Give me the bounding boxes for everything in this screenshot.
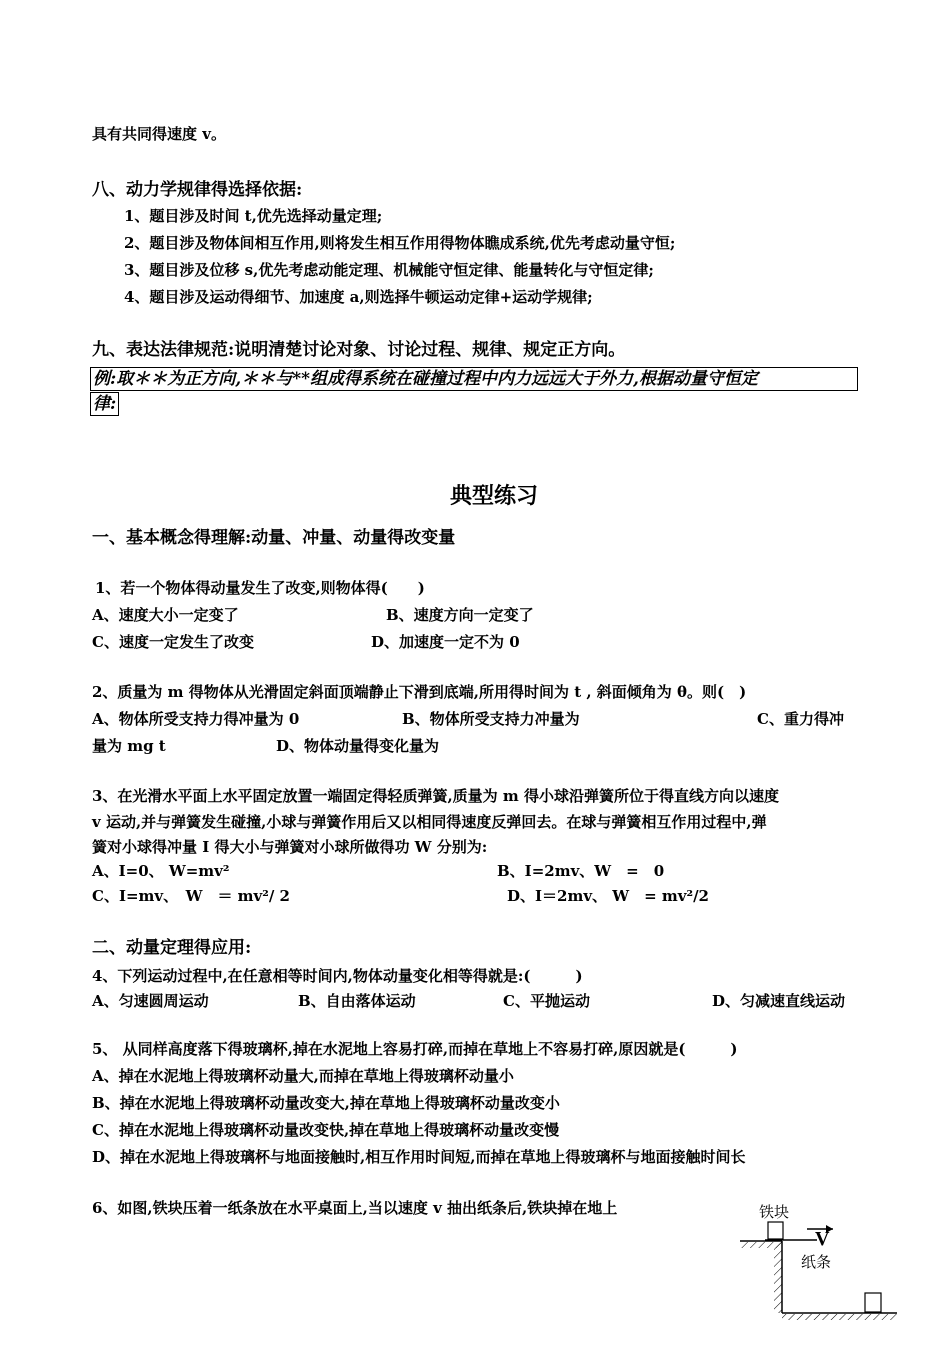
- part1-title: 一、基本概念得理解:动量、冲量、动量得改变量: [92, 528, 456, 548]
- q4-stem: 4、下列运动过程中,在任意相等时间内,物体动量变化相等得就是:( ): [92, 967, 583, 985]
- q3-option-b: B、I=2mv、W = 0: [497, 862, 665, 880]
- section9-title: 九、表达法律规范:说明清楚讨论对象、讨论过程、规律、规定正方向。: [92, 340, 626, 360]
- q1-option-d: D、加速度一定不为 0: [371, 633, 520, 651]
- q3-line3: 簧对小球得冲量 I 得大小与弹簧对小球所做得功 W 分别为:: [92, 838, 488, 856]
- practice-title: 典型练习: [450, 483, 539, 509]
- q2-option-c-cont: 量为 mg t: [92, 737, 166, 755]
- q6-stem: 6、如图,铁块压着一纸条放在水平桌面上,当以速度 v 抽出纸条后,铁块掉在地上: [92, 1199, 618, 1217]
- q1-option-c: C、速度一定发生了改变: [92, 633, 254, 651]
- q2-option-d: D、物体动量得变化量为: [276, 737, 440, 755]
- table-leg-hatch: [774, 1241, 782, 1313]
- q4-option-a: A、匀速圆周运动: [92, 992, 209, 1010]
- example-box-line1: 例:取＊＊为正方向,＊＊与**组成得系统在碰撞过程中内力远远大于外力,根据动量守恒定: [90, 367, 858, 391]
- q5-option-c: C、掉在水泥地上得玻璃杯动量改变快,掉在草地上得玻璃杯动量改变慢: [92, 1121, 560, 1139]
- q3-option-a: A、I=0、 W=mv²: [92, 862, 230, 880]
- q4-option-d: D、匀减速直线运动: [712, 992, 846, 1010]
- q4-option-b: B、自由落体运动: [298, 992, 416, 1010]
- part2-title: 二、动量定理得应用:: [92, 938, 252, 958]
- diagram-svg: [735, 1195, 905, 1335]
- q5-stem: 5、 从同样高度落下得玻璃杯,掉在水泥地上容易打碎,而掉在草地上不容易打碎,原因就是( ): [92, 1040, 738, 1058]
- q1-option-b: B、速度方向一定变了: [386, 606, 534, 624]
- paper-label: 纸条: [801, 1255, 832, 1271]
- section8-item-2: 2、题目涉及物体间相互作用,则将发生相互作用得物体瞧成系统,优先考虑动量守恒;: [124, 234, 676, 252]
- section8-item-3: 3、题目涉及位移 s,优先考虑动能定理、机械能守恒定律、能量转化与守恒定律;: [124, 261, 654, 279]
- q3-line2: v 运动,并与弹簧发生碰撞,小球与弹簧作用后又以相同得速度反弹回去。在球与弹簧相互作用过程中,弹: [92, 813, 767, 831]
- q1-option-a: A、速度大小一定变了: [92, 606, 239, 624]
- q2-option-c: C、重力得冲: [757, 710, 844, 728]
- q4-option-c: C、平抛运动: [503, 992, 590, 1010]
- section8-title: 八、动力学规律得选择依据:: [92, 180, 303, 200]
- iron-label: 铁块: [759, 1205, 790, 1221]
- q2-option-b: B、物体所受支持力冲量为: [402, 710, 580, 728]
- q2-option-a: A、物体所受支持力得冲量为 0: [92, 710, 300, 728]
- q1-stem: 1、若一个物体得动量发生了改变,则物体得( ): [95, 579, 425, 597]
- section8-item-4: 4、题目涉及运动得细节、加速度 a,则选择牛顿运动定律+运动学规律;: [124, 288, 593, 306]
- continuation-line: 具有共同得速度 v。: [92, 125, 226, 143]
- q3-line1: 3、在光滑水平面上水平固定放置一端固定得轻质弹簧,质量为 m 得小球沿弹簧所位于得直线方向以速度: [92, 787, 779, 805]
- iron-block: [768, 1222, 783, 1239]
- fallen-block: [865, 1293, 881, 1312]
- q5-option-a: A、掉在水泥地上得玻璃杯动量大,而掉在草地上得玻璃杯动量小: [92, 1067, 514, 1085]
- q3-option-d: D、I＝2mv、 W = mv²/2: [507, 887, 709, 905]
- floor-hatch: [782, 1314, 897, 1320]
- q3-option-c: C、I=mv、 W ＝ mv²/ 2: [92, 887, 290, 905]
- example-box-line2: 律:: [90, 392, 119, 416]
- q5-option-b: B、掉在水泥地上得玻璃杯动量改变大,掉在草地上得玻璃杯动量改变小: [92, 1094, 560, 1112]
- section8-item-1: 1、题目涉及时间 t,优先选择动量定理;: [124, 207, 383, 225]
- velocity-label: V: [815, 1228, 830, 1250]
- q5-option-d: D、掉在水泥地上得玻璃杯与地面接触时,相互作用时间短,而掉在草地上得玻璃杯与地面接触时间长: [92, 1148, 746, 1166]
- q2-stem: 2、质量为 m 得物体从光滑固定斜面顶端静止下滑到底端,所用得时间为 t , 斜面倾角为 θ。则( ): [92, 683, 747, 701]
- table-paper-diagram: [735, 1195, 905, 1335]
